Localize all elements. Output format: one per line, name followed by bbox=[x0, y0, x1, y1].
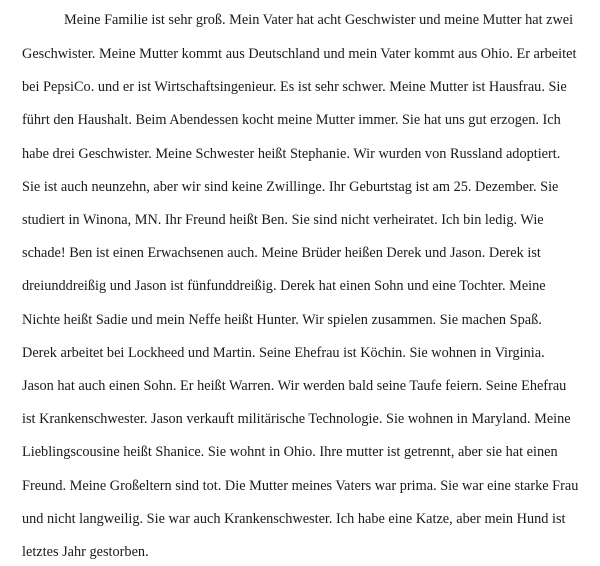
text-line-7: studiert in Winona, MN. Ihr Freund heißt Ben. Sie sind nicht verheiratet. Ich bin ledig. Wie bbox=[22, 212, 544, 228]
text-line-2: Geschwister. Meine Mutter kommt aus Deutschland und mein Vater kommt aus Ohio. Er arbeitet bbox=[22, 46, 577, 62]
text-line-5: habe drei Geschwister. Meine Schwester heißt Stephanie. Wir wurden von Russland adoptiert. bbox=[22, 146, 561, 162]
text-line-13: ist Krankenschwester. Jason verkauft militärische Technologie. Sie wohnen in Maryland. Meine bbox=[22, 411, 571, 427]
text-line-15: Freund. Meine Großeltern sind tot. Die Mutter meines Vaters war prima. Sie war eine starke Frau bbox=[22, 478, 579, 494]
text-line-3: bei PepsiCo. und er ist Wirtschaftsingenieur. Es ist sehr schwer. Meine Mutter ist Hausfrau. Sie bbox=[22, 79, 567, 95]
text-line-12: Jason hat auch einen Sohn. Er heißt Warren. Wir werden bald seine Taufe feiern. Seine Ehefrau bbox=[22, 378, 567, 394]
text-line-1: Meine Familie ist sehr groß. Mein Vater hat acht Geschwister und meine Mutter hat zwei bbox=[64, 12, 574, 28]
text-line-9: dreiunddreißig und Jason ist fünfunddreißig. Derek hat einen Sohn und eine Tochter. Meine bbox=[22, 278, 546, 294]
text-line-17: letztes Jahr gestorben. bbox=[22, 544, 149, 560]
text-line-10: Nichte heißt Sadie und mein Neffe heißt Hunter. Wir spielen zusammen. Sie machen Spaß. bbox=[22, 312, 542, 328]
text-line-4: führt den Haushalt. Beim Abendessen kocht meine Mutter immer. Sie hat uns gut erzogen. Ich bbox=[22, 112, 561, 128]
text-line-6: Sie ist auch neunzehn, aber wir sind keine Zwillinge. Ihr Geburtstag ist am 25. Dezember. Sie bbox=[22, 179, 559, 195]
text-line-8: schade! Ben ist einen Erwachsenen auch. Meine Brüder heißen Derek und Jason. Derek ist bbox=[22, 245, 541, 261]
text-line-14: Lieblingscousine heißt Shanice. Sie wohnt in Ohio. Ihre mutter ist getrennt, aber sie hat einen bbox=[22, 444, 558, 460]
text-line-11: Derek arbeitet bei Lockheed und Martin. Seine Ehefrau ist Köchin. Sie wohnen in Virginia. bbox=[22, 345, 545, 361]
text-line-16: und nicht langweilig. Sie war auch Krankenschwester. Ich habe eine Katze, aber mein Hund ist bbox=[22, 511, 566, 527]
